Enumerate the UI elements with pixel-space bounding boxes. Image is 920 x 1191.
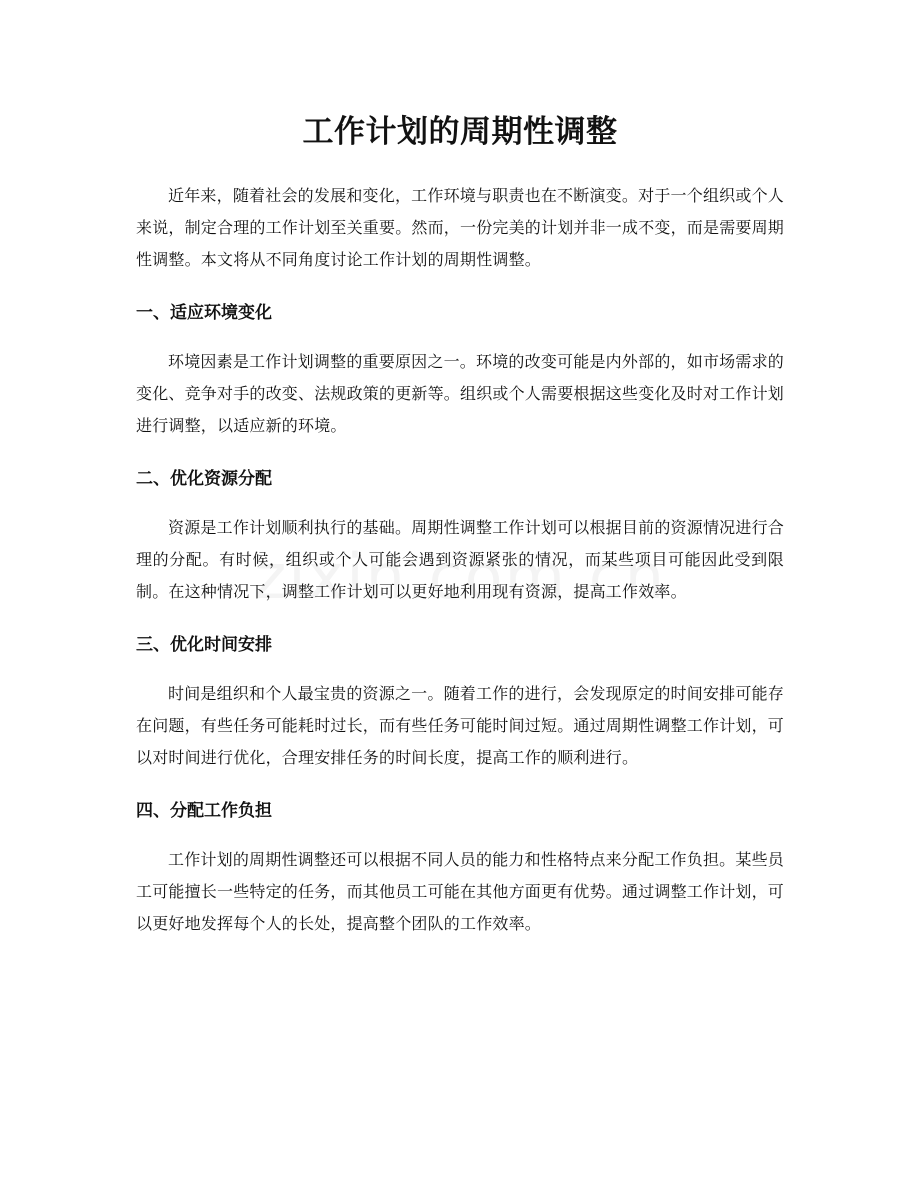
intro-paragraph: 近年来，随着社会的发展和变化，工作环境与职责也在不断演变。对于一个组织或个人来说，制定合理的工作计划至关重要。然而，一份完美的计划并非一成不变，而是需要周期性调整。本文将从不同角度讨论工作计划的周期性调整。	[136, 186, 785, 269]
section-paragraph: 工作计划的周期性调整还可以根据不同人员的能力和性格特点来分配工作负担。某些员工可能擅长一些特定的任务，而其他员工可能在其他方面更有优势。通过调整工作计划，可以更好地发挥每个人的长处，提高整个团队的工作效率。	[136, 850, 785, 933]
section-paragraph: 时间是组织和个人最宝贵的资源之一。随着工作的进行，会发现原定的时间安排可能存在问题，有些任务可能耗时过长，而有些任务可能时间过短。通过周期性调整工作计划，可以对时间进行优化，合理安排任务的时间长度，提高工作的顺利进行。	[136, 684, 785, 767]
document-title: 工作计划的周期性调整	[302, 114, 618, 150]
section-heading: 四、分配工作负担	[136, 801, 272, 821]
section-heading: 三、优化时间安排	[136, 635, 272, 655]
section-paragraph: 环境因素是工作计划调整的重要原因之一。环境的改变可能是内外部的，如市场需求的变化、竞争对手的改变、法规政策的更新等。组织或个人需要根据这些变化及时对工作计划进行调整，以适应新的环境。	[136, 352, 785, 435]
section-paragraph: 资源是工作计划顺利执行的基础。周期性调整工作计划可以根据目前的资源情况进行合理的分配。有时候，组织或个人可能会遇到资源紧张的情况，而某些项目可能因此受到限制。在这种情况下，调整工作计划可以更好地利用现有资源，提高工作效率。	[136, 518, 784, 601]
document-body	[136, 180, 784, 940]
section-heading: 二、优化资源分配	[136, 469, 272, 489]
section-heading: 一、适应环境变化	[136, 303, 272, 323]
